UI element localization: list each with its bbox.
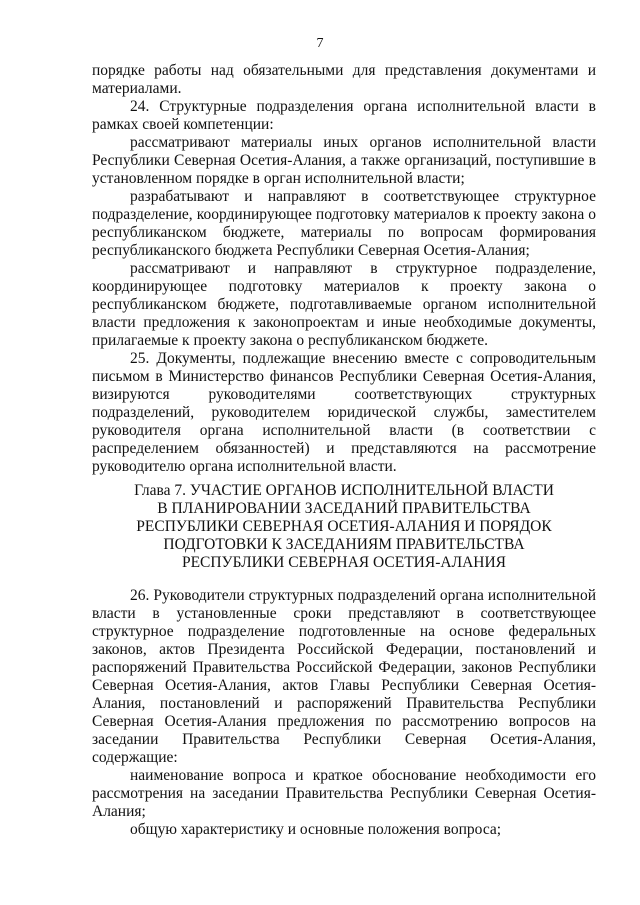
page-number: 7 bbox=[316, 36, 324, 51]
paragraph: рассматривают и направляют в структурное подразделение, координирующее подготовку материалов к проекту закона о республиканском бюджете, подготавливаемые органом исполнительной власти предложения к законопроектам и иные необходимые документы, прилагаемые к проекту закона о республиканском бюджете. bbox=[92, 260, 596, 349]
paragraph: 24. Структурные подразделения органа исполнительной власти в рамках своей компетенции: bbox=[92, 98, 596, 133]
paragraph: разрабатывают и направляют в соответствующее структурное подразделение, координирующее подготовку материалов к проекту закона о республиканском бюджете, материалы по вопросам формирования республиканского бюджета Республики Северная Осетия-Алания; bbox=[92, 188, 596, 259]
chapter-heading-line: РЕСПУБЛИКИ СЕВЕРНАЯ ОСЕТИЯ-АЛАНИЯ bbox=[181, 554, 507, 571]
paragraph: общую характеристику и основные положения вопроса; bbox=[130, 821, 502, 838]
paragraph: 26. Руководители структурных подразделений органа исполнительной власти в установленные сроки представляют в соответствующее структурное подразделение подготовленные на основе федеральных законов, актов Президента Российской Федерации, постановлений и распоряжений Правительства Российской Федерации, законов Республики Северная Осетия-Алания, актов Главы Республики Северная Осетия-Алания, постановлений и распоряжений Правительства Республики Северная Осетия-Алания предложения по рассмотрению вопросов на заседании Правительства Республики Северная Осетия-Алания, содержащие: bbox=[92, 587, 596, 766]
chapter-heading-line: РЕСПУБЛИКИ СЕВЕРНАЯ ОСЕТИЯ-АЛАНИЯ И ПОРЯДОК bbox=[136, 518, 552, 535]
chapter-heading bbox=[92, 482, 596, 572]
chapter-heading-line: В ПЛАНИРОВАНИИ ЗАСЕДАНИЙ ПРАВИТЕЛЬСТВА bbox=[157, 500, 531, 517]
text-block-top bbox=[92, 62, 596, 476]
paragraph: 25. Документы, подлежащие внесению вместе с сопроводительным письмом в Министерство финансов Республики Северная Осетия-Алания, визируются руководителями соответствующих структурных подразделений, руководителем юридической службы, заместителем руководителя органа исполнительной власти (в соответствии с распределением обязанностей) и представляются на рассмотрение руководителю органа исполнительной власти. bbox=[92, 350, 596, 475]
paragraph: рассматривают материалы иных органов исполнительной власти Республики Северная Осетия-Алания, а также организаций, поступившие в установленном порядке в орган исполнительной власти; bbox=[92, 134, 596, 187]
chapter-heading-line: ПОДГОТОВКИ К ЗАСЕДАНИЯМ ПРАВИТЕЛЬСТВА bbox=[163, 536, 525, 553]
paragraph: наименование вопроса и краткое обоснование необходимости его рассмотрения на заседании Правительства Республики Северная Осетия-Алания; bbox=[92, 767, 596, 820]
text-block-bottom bbox=[92, 587, 596, 839]
chapter-heading-line: Глава 7. УЧАСТИЕ ОРГАНОВ ИСПОЛНИТЕЛЬНОЙ ВЛАСТИ bbox=[134, 482, 554, 499]
paragraph: порядке работы над обязательными для представления документами и материалами. bbox=[92, 62, 596, 97]
